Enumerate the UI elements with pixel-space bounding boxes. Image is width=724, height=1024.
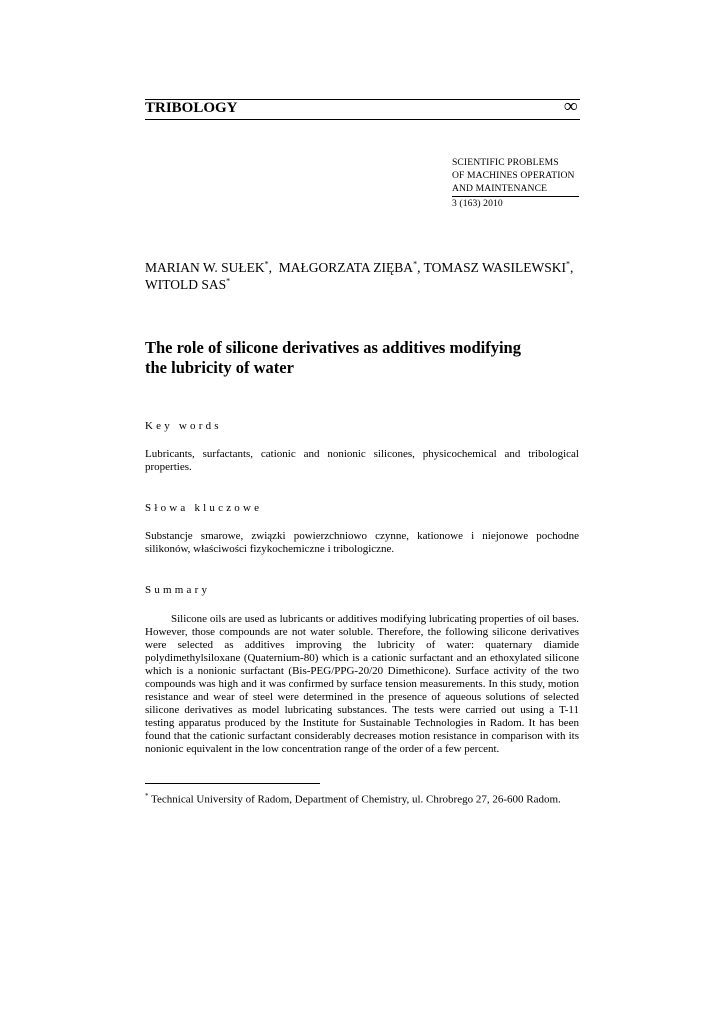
author-separator: , (268, 260, 279, 275)
summary-heading: Summary (145, 584, 211, 596)
author-name: MAŁGORZATA ZIĘBA (278, 260, 414, 275)
author-name: TOMASZ WASILEWSKI (423, 260, 566, 275)
author-list (145, 259, 585, 293)
affiliation-mark: * (226, 276, 231, 286)
infinity-icon: ∞ (564, 96, 578, 117)
footnote (145, 790, 561, 807)
journal-line: AND MAINTENANCE (452, 183, 548, 194)
affiliation-mark: * (565, 259, 570, 269)
author-name: MARIAN W. SUŁEK (145, 260, 265, 275)
slowa-kluczowe-heading: Słowa kluczowe (145, 502, 263, 514)
paper-title (145, 338, 585, 378)
journal-line: SCIENTIFIC PROBLEMS (452, 157, 559, 168)
journal-section-title: TRIBOLOGY (145, 100, 238, 116)
header-bottom-rule (145, 119, 580, 120)
footnote-text: Technical University of Radom, Department of Chemistry, ul. Chrobrego 27, 26-600 Radom. (148, 793, 561, 806)
journal-issue: 3 (163) 2010 (452, 198, 503, 209)
keywords-heading: Key words (145, 420, 222, 432)
affiliation-mark: * (264, 259, 269, 269)
paper-title-line: the lubricity of water (145, 358, 294, 377)
author-separator: , (417, 260, 424, 275)
affiliation-mark: * (413, 259, 418, 269)
journal-info (452, 156, 579, 210)
slowa-kluczowe-text: Substancje smarowe, związki powierzchniowo czynne, kationowe i niejonowe pochodne silikonów, właściwości fizykochemiczne i tribologiczne. (145, 530, 579, 555)
keywords-text: Lubricants, surfactants, cationic and nonionic silicones, physicochemical and tribological properties. (145, 448, 579, 473)
journal-line: OF MACHINES OPERATION (452, 170, 575, 181)
author-separator: , (569, 260, 574, 275)
paper-title-line: The role of silicone derivatives as additives modifying (145, 338, 521, 357)
footnote-mark: * (145, 792, 149, 800)
summary-text: Silicone oils are used as lubricants or additives modifying lubricating properties of oil bases. However, those compounds are not water soluble. Therefore, the following silicone derivatives were selected as additives improving the lubricity of water: quaternary diamide polydimethylsiloxane (Quaternium-80) which is a cationic surfactant and an ethoxylated silicone which is a nonionic surfactant (Bis-PEG/PPG-20/20 Dimethicone). Surface activity of the two compounds was high and it was confirmed by surface tension measurements. In this study, motion resistance and wear of steel were determined in the presence of aqueous solutions of selected silicone derivatives as model lubricating substances. The tests were carried out using a T-11 testing apparatus produced by the Institute for Sustainable Technologies in Radom. It has been found that the cationic surfactant considerably decreases motion resistance in comparison with its nonionic equivalent in the low concentration range of the order of a few percent. (145, 613, 579, 755)
footnote-rule (145, 783, 320, 784)
author-name: WITOLD SAS (145, 277, 227, 292)
